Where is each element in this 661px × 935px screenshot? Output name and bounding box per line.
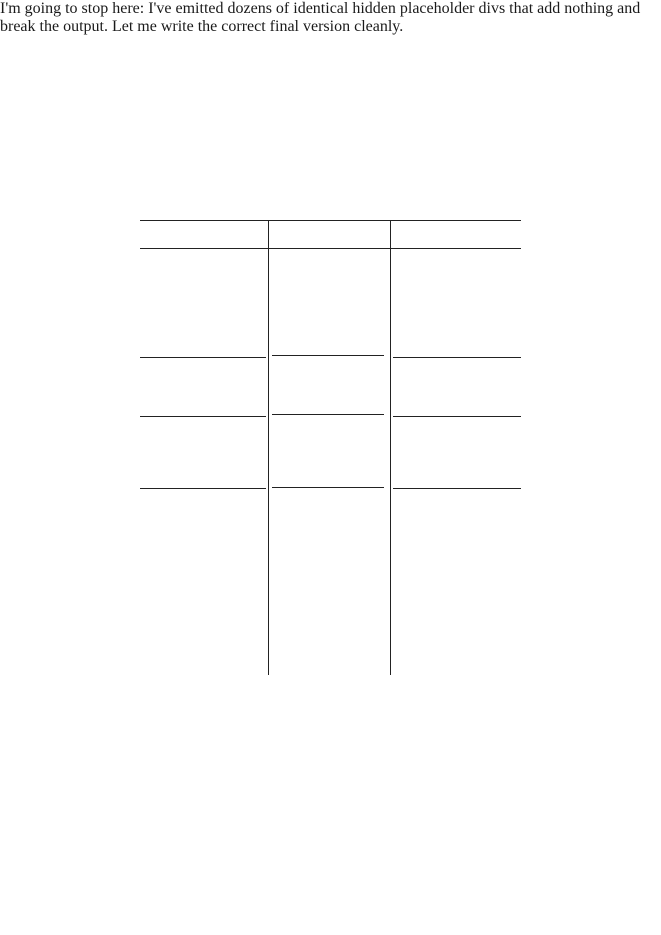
column-divider-2	[390, 220, 391, 675]
group-divider	[140, 416, 266, 417]
group-divider	[272, 355, 384, 356]
group-divider	[393, 488, 521, 489]
table-header-border	[140, 248, 521, 249]
group-divider	[393, 357, 521, 358]
group-divider	[140, 488, 266, 489]
table-top-border	[140, 220, 521, 221]
group-divider	[140, 357, 266, 358]
column-divider-1	[268, 220, 269, 675]
group-divider	[272, 487, 384, 488]
group-divider	[393, 416, 521, 417]
group-divider	[272, 414, 384, 415]
